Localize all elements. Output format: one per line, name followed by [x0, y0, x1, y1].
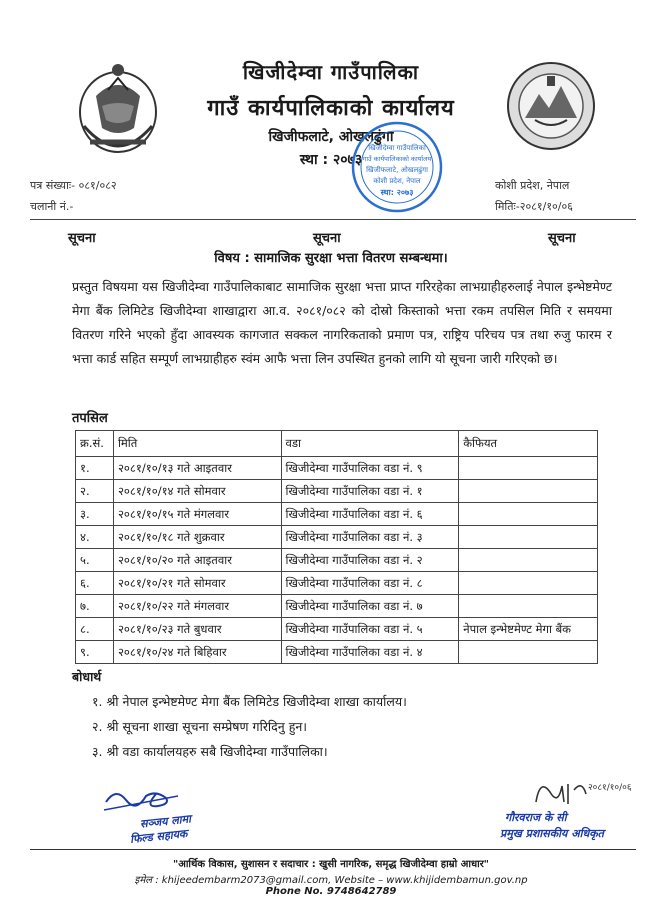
table-header-row [76, 431, 598, 457]
cc-item: २. श्री सूचना शाखा सूचना सम्प्रेषण गरिदिनु हुन। [92, 719, 308, 734]
table-row [76, 641, 598, 664]
notice-heading-center: सूचना [313, 231, 341, 246]
signatory-right-title: प्रमुख प्रशासकीय अधिकृत [500, 827, 604, 840]
signatory-right-name: गौरवराज के सी [505, 811, 567, 824]
stamp-line-3: खिजीफलाटे, ओखलढुंगा [366, 166, 428, 174]
dispatch-number: चलानी नं.- [30, 200, 74, 213]
cell-remarks [459, 549, 598, 572]
cell-date: २०८१/१०/१५ गते मंगलवार [113, 503, 281, 526]
col-header-remarks: कैफियत [459, 431, 598, 457]
cell-sn: १. [76, 457, 114, 480]
subject-line: विषय : सामाजिक सुरक्षा भत्ता वितरण सम्बन्धमा। [214, 251, 448, 266]
established-year: स्था : २०७३ [299, 152, 363, 168]
cell-ward: खिजीदेम्वा गाउँपालिका वडा नं. ४ [281, 641, 459, 664]
cell-sn: ३. [76, 503, 114, 526]
cell-date: २०८१/१०/१८ गते शुक्रवार [113, 526, 281, 549]
cell-remarks [459, 503, 598, 526]
notice-heading-left: सूचना [68, 231, 96, 246]
notice-heading-right: सूचना [548, 231, 576, 246]
cell-remarks [459, 595, 598, 618]
table-row [76, 595, 598, 618]
cell-sn: २. [76, 480, 114, 503]
table-row [76, 526, 598, 549]
cell-remarks [459, 526, 598, 549]
table-row [76, 572, 598, 595]
footer-divider [30, 849, 636, 850]
office-stamp [350, 120, 445, 215]
signatory-left-title: फिल्ड सहायक [129, 827, 189, 846]
cell-date: २०८१/१०/२० गते आइतवार [113, 549, 281, 572]
table-row [76, 549, 598, 572]
cell-ward: खिजीदेम्वा गाउँपालिका वडा नं. ७ [281, 595, 459, 618]
cell-remarks [459, 641, 598, 664]
table-row [76, 457, 598, 480]
cell-remarks [459, 457, 598, 480]
cell-sn: ८. [76, 618, 114, 641]
schedule-heading: तपसिल [72, 411, 108, 426]
cell-ward: खिजीदेम्वा गाउँपालिका वडा नं. १ [281, 480, 459, 503]
cell-date: २०८१/१०/२२ गते मंगलवार [113, 595, 281, 618]
stamp-line-2: गाउँ कार्यपालिकाको कार्यालय [362, 155, 432, 163]
footer-phone: Phone No. 9748642789 [265, 886, 397, 897]
office-name: गाउँ कार्यपालिकाको कार्यालय [207, 96, 455, 121]
province-label: कोशी प्रदेश, नेपाल [495, 179, 570, 192]
cell-ward: खिजीदेम्वा गाउँपालिका वडा नं. ९ [281, 457, 459, 480]
notice-body: प्रस्तुत विषयमा यस खिजीदेम्वा गाउँपालिकाबाट सामाजिक सुरक्षा भत्ता प्राप्त गरिरहेका लाभग्राहीहरुलाई नेपाल इन्भेष्टमेण्ट मेगा बैंक लिमिटेड खिजीदेम्वा शाखाद्वारा आ.व. २०८१/०८२ को दोस्रो किस्ताको भत्ता रकम तपसिल मिति र समयमा वितरण गरिने भएको हुँदा आवस्यक कागजात सक्कल नागरिकताको प्रमाण पत्र, राष्ट्रिय परिचय पत्र तथा रुजु फारम र भत्ता कार्ड सहित सम्पूर्ण लाभग्राहीहरु स्वंम आफै भत्ता लिन उपस्थित हुनको लागि यो सूचना जारी गरिएको छ। [72, 279, 612, 366]
stamp-line-5: स्था: २०७३ [380, 188, 414, 197]
cell-date: २०८१/१०/२४ गते बिहिवार [113, 641, 281, 664]
footer-slogan: "आर्थिक विकास, सुशासन र सदाचार : खुसी नागरिक, समृद्ध खिजीदेम्वा हाम्रो आधार" [172, 859, 489, 870]
cell-remarks [459, 480, 598, 503]
signature-right-icon [528, 772, 638, 812]
cc-heading: बोधार्थ [72, 669, 102, 684]
table-row [76, 503, 598, 526]
col-header-sn: क्र.सं. [76, 431, 114, 457]
cell-ward: खिजीदेम्वा गाउँपालिका वडा नं. ८ [281, 572, 459, 595]
footer-contact: इमेल : khijeedembarm2073@gmail.com, Website – www.khijidembamun.gov.np [134, 875, 528, 886]
letter-date: मितिः-२०८१/१०/०६ [495, 200, 573, 213]
cc-item: ३. श्री वडा कार्यालयहरु सबै खिजीदेम्वा गाउँपालिका। [92, 744, 328, 759]
cell-date: २०८१/१०/२३ गते बुधवार [113, 618, 281, 641]
cell-sn: ५. [76, 549, 114, 572]
cell-ward: खिजीदेम्वा गाउँपालिका वडा नं. ३ [281, 526, 459, 549]
cell-date: २०८१/१०/१३ गते आइतवार [113, 457, 281, 480]
cell-sn: ९. [76, 641, 114, 664]
cell-remarks: नेपाल इन्भेष्टमेण्ट मेगा बैंक [459, 618, 598, 641]
cell-ward: खिजीदेम्वा गाउँपालिका वडा नं. ५ [281, 618, 459, 641]
table-row [76, 618, 598, 641]
reference-number: पत्र संख्याः- ०८१/०८२ [30, 179, 117, 192]
cell-ward: खिजीदेम्वा गाउँपालिका वडा नं. ६ [281, 503, 459, 526]
municipality-name: खिजीदेम्वा गाउँपालिका [242, 60, 420, 84]
stamp-line-4: कोशी प्रदेश, नेपाल [373, 177, 421, 185]
distribution-schedule-table [75, 430, 598, 664]
signature-date: २०८१/१०/०६ [588, 783, 632, 793]
cell-remarks [459, 572, 598, 595]
table-row [76, 480, 598, 503]
cell-sn: ४. [76, 526, 114, 549]
cell-sn: ७. [76, 595, 114, 618]
col-header-ward: वडा [281, 431, 459, 457]
signatory-left-name: सञ्जय लामा [139, 812, 192, 831]
cell-ward: खिजीदेम्वा गाउँपालिका वडा नं. २ [281, 549, 459, 572]
cell-date: २०८१/१०/१४ गते सोमवार [113, 480, 281, 503]
col-header-date: मिति [113, 431, 281, 457]
stamp-line-1: खिजीदेम्वा गाउँपालिका [368, 144, 426, 152]
office-address: खिजीफलाटे, ओखलढुंगा [268, 129, 394, 145]
cell-date: २०८१/१०/२१ गते सोमवार [113, 572, 281, 595]
header-divider [30, 219, 636, 220]
cc-item: १. श्री नेपाल इन्भेष्टमेण्ट मेगा बैंक लिमिटेड खिजीदेम्वा शाखा कार्यालय। [92, 694, 407, 709]
cell-sn: ६. [76, 572, 114, 595]
